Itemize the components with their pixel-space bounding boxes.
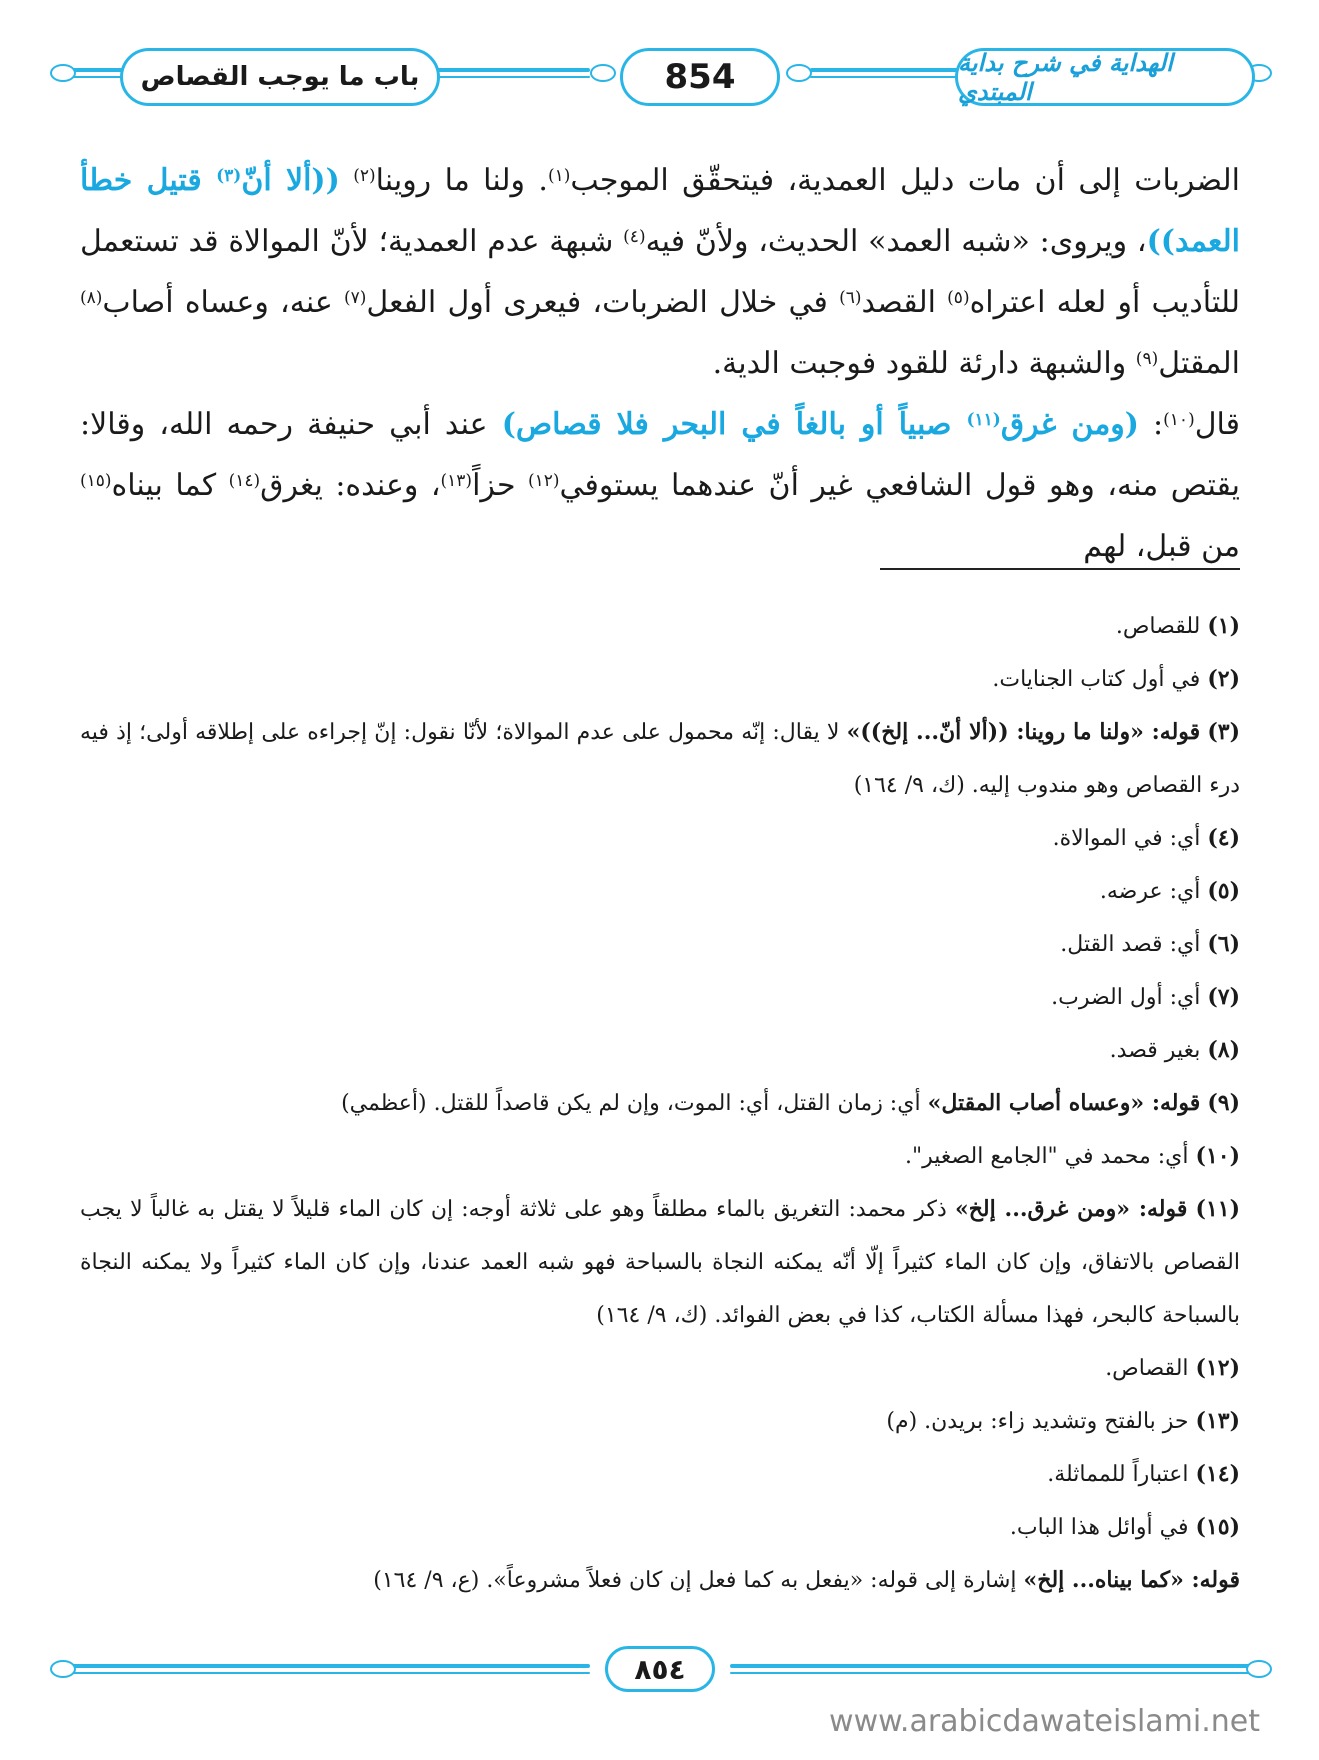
footnote-number: (١٠) [1195,1143,1240,1169]
header-ornament-center-left [590,64,616,82]
footnote-number: (٢) [1207,666,1240,692]
footnote-text: أي: محمد في "الجامع الصغير". [904,1144,1189,1169]
footer-rule-left [70,1664,590,1668]
page-header [50,42,1270,112]
footnote-text: بغير قصد. [1109,1038,1201,1063]
footnote-number: (١٢) [1195,1355,1240,1381]
footnote-text: للقصاص. [1115,614,1201,639]
footer-rule-right-inner [730,1672,1250,1674]
footnote-marker: (٤) [623,227,646,247]
footnote-number: (١٣) [1195,1408,1240,1434]
text-run: . ولنا ما روينا [375,163,548,198]
footnote-item [80,865,1240,918]
footnote-marker: (١٢) [528,471,560,491]
text-run: في خلال الضربات، فيعرى أول الفعل [366,285,840,320]
footnote-item [80,1130,1240,1183]
footnote-text: اعتباراً للمماثلة. [1047,1462,1189,1487]
main-text [80,150,1240,577]
text-run: ، ويروى: «شبه العمد» الحديث، ولأنّ فيه [645,224,1147,259]
footnote-item [80,1183,1240,1342]
footnote-text: في أوائل هذا الباب. [1009,1515,1189,1540]
text-run: من قبل، لهم [1083,529,1240,564]
footnote-marker: (٧) [343,288,367,308]
footer-ornament-left [50,1660,76,1678]
text-run: الضربات إلى أن مات دليل العمدية، فيتحقّق الموجب [570,163,1240,198]
header-ornament-center-right [786,64,812,82]
text-run: عنه، وعساه أصاب [102,285,344,320]
text-run: شبهة عدم العمدية؛ لأنّ الموالاة قد تستعمل للتأديب أو لعله اعتراه [80,224,1240,320]
footnote-marker: (١٤) [228,471,261,491]
footnote-number: (٥) [1207,878,1240,904]
footnote-item [80,706,1240,812]
footnote-text: أي: عرضه. [1099,879,1201,904]
footnote-separator [880,568,1240,570]
footnote-marker: (٥) [947,288,970,308]
footnote-marker: (٨) [80,288,103,308]
footnote-text: ذكر محمد: التغريق بالماء مطلقاً وهو على ثلاثة أوجه: إن كان الماء قليلاً لا يقتل به غالباً لا يجب القصاص بالاتفاق، وإن كان الماء كثيراً إلّا أنّه يمكنه النجاة بالسباحة فهو شبه العمد عندنا، وإن كان الماء كثيراً ولا يمكنه النجاة بالسباحة كالبحر، فهذا مسألة الكتاب، كذا في بعض الفوائد. (ك، ٩/ ١٦٤) [80,1197,1240,1328]
footnote-lead: قوله: «ولنا ما روينا: ((ألا أنّ... إلخ))» [846,719,1201,745]
footnote-item [80,1501,1240,1554]
footnote-marker: (١٥) [80,471,112,491]
text-run: ، وعنده: يغرق [260,468,441,503]
website-url[interactable]: www.arabicdawateislami.net [829,1704,1260,1739]
text-run: كما بيناه [111,468,229,503]
footnote-number: (١٤) [1195,1461,1240,1487]
footnote-number: (١) [1207,613,1240,639]
footnotes-list [80,600,1240,1607]
footnote-marker: (٦) [839,288,862,308]
page-footer [50,1642,1270,1702]
footnote-marker: (١٠) [1163,410,1195,430]
footer-rule-right [730,1664,1250,1668]
text-run: قال [1194,407,1240,442]
highlighted-quote: صبياً أو بالغاً في البحر فلا قصاص) [501,407,967,442]
text-run [340,163,353,198]
footnote-text: حز بالفتح وتشديد زاء: بريدن. (م) [886,1409,1189,1434]
footer-rule-left-inner [70,1672,590,1674]
footnote-lead: قوله: «ومن غرق... إلخ» [954,1196,1188,1222]
footnote-number: (٦) [1207,931,1240,957]
footnote-marker: (٢) [353,166,376,186]
footnote-item [80,1554,1240,1607]
book-title: الهداية في شرح بداية المبتدي [955,48,1255,106]
footnote-number: (٤) [1207,825,1240,851]
text-run: القصد [861,285,948,320]
footnote-item [80,1448,1240,1501]
footnote-number: (٣) [1207,719,1241,745]
footnote-marker: (٣) [216,166,242,186]
footnote-item [80,971,1240,1024]
footnote-number: (٨) [1207,1037,1240,1063]
footnote-number: (١١) [1195,1196,1241,1222]
text-run: : [1138,407,1164,442]
footnote-number: (٧) [1207,984,1240,1010]
footnote-item [80,1342,1240,1395]
footnote-text: لا يقال: إنّه محمول على عدم الموالاة؛ لأنّا نقول: إنّ إجراءه على إطلاقه أولى؛ إذ فيه درء القصاص وهو مندوب إليه. (ك، ٩/ ١٦٤) [80,720,1240,798]
footnote-marker: (١) [547,166,571,186]
footnote-item [80,1077,1240,1130]
text-run: حزاً [472,468,528,503]
highlighted-quote: (ومن غرق [1000,407,1139,442]
highlighted-quote: ((ألا أنّ [241,163,340,198]
footnote-item [80,812,1240,865]
footnote-text: إشارة إلى قوله: «يفعل به كما فعل إن كان فعلاً مشروعاً». (ع، ٩/ ١٦٤) [373,1568,1017,1593]
paragraph-2 [80,394,1240,577]
footnote-item [80,1024,1240,1077]
footnote-text: أي: زمان القتل، أي: الموت، وإن لم يكن قاصداً للقتل. (أعظمي) [341,1091,921,1116]
footnote-text: أي: قصد القتل. [1060,932,1201,957]
footnote-text: أي: أول الضرب. [1051,985,1201,1010]
chapter-title: باب ما يوجب القصاص [120,48,440,106]
footnote-lead: قوله: «وعساه أصاب المقتل» [927,1090,1201,1116]
header-ornament-left [50,64,76,82]
footnote-item [80,600,1240,653]
footnote-text: في أول كتاب الجنايات. [992,667,1201,692]
text-run: عند أبي حنيفة رحمه الله، وقالا: يقتص منه، وهو قول الشافعي غير أنّ عندهما يستوفي [80,407,1241,503]
footnote-lead: قوله: «كما بيناه... إلخ» [1023,1567,1240,1593]
footnote-number: (١٥) [1195,1514,1240,1540]
footnote-item [80,653,1240,706]
highlighted-quote: قتيل خطأ العمد)) [80,163,1240,259]
footer-page-number: ٨٥٤ [605,1646,715,1692]
footnote-number: (٩) [1207,1090,1240,1116]
footnote-text: القصاص. [1105,1356,1189,1381]
footnote-item [80,1395,1240,1448]
text-run: والشبهة دارئة للقود فوجبت الدية. [712,346,1136,381]
footnote-marker: (١٣) [440,471,473,491]
footnote-text: أي: في الموالاة. [1052,826,1201,851]
footer-ornament-right [1246,1660,1272,1678]
page-number: 854 [620,48,780,106]
footnote-item [80,918,1240,971]
footnote-marker: (١١) [966,410,1001,430]
text-run: المقتل [1158,346,1240,381]
footnote-marker: (٩) [1135,349,1159,369]
paragraph-1 [80,150,1240,394]
